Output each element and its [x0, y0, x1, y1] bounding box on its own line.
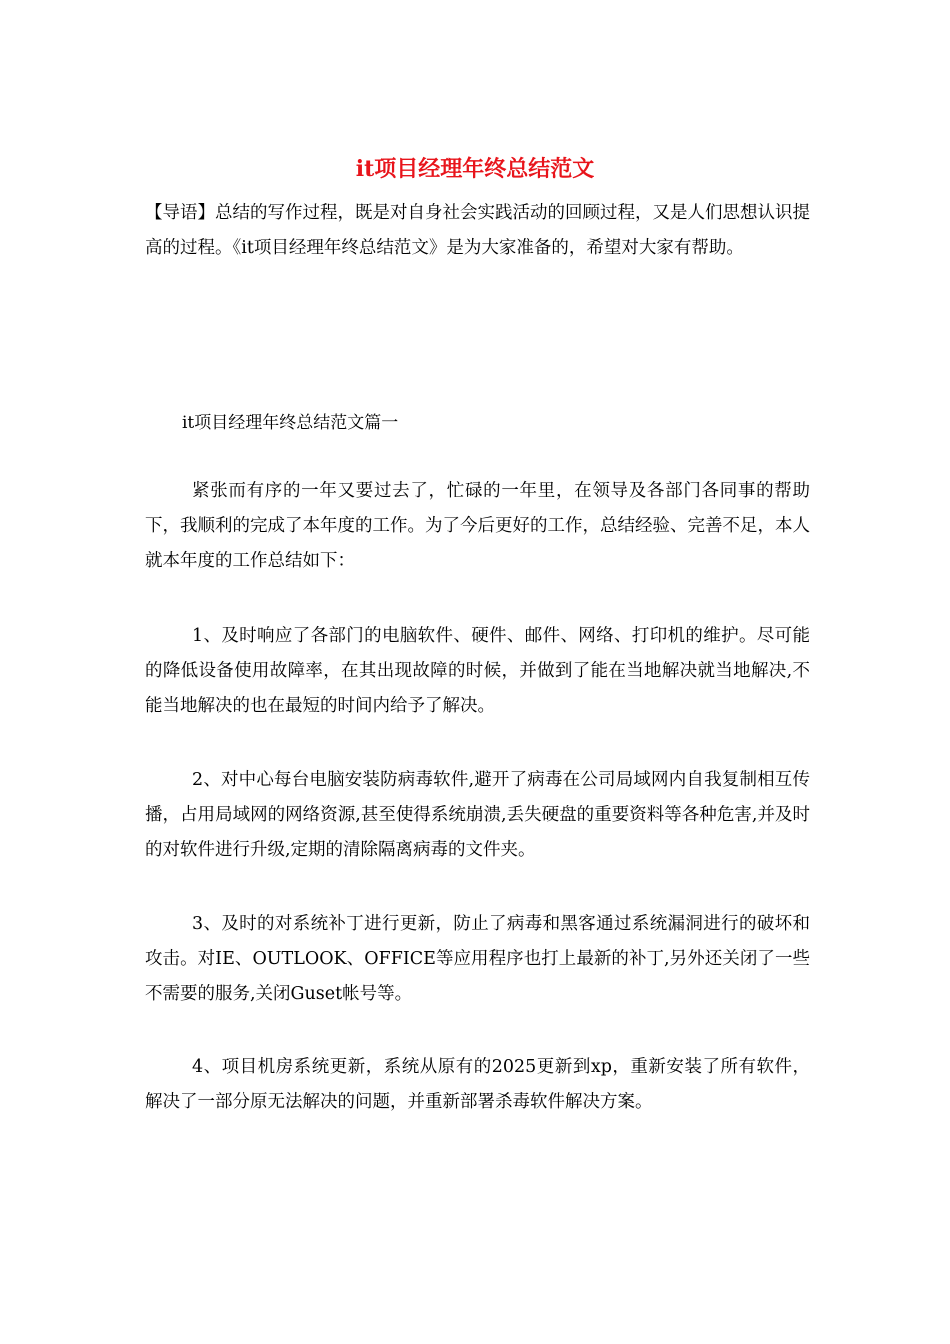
section-heading: it项目经理年终总结范文篇一: [182, 413, 399, 433]
intro-paragraph: 【导语】总结的写作过程，既是对自身社会实践活动的回顾过程，又是人们思想认识提高的过程。《it项目经理年终总结范文》是为大家准备的，希望对大家有帮助。: [145, 203, 810, 258]
body-paragraph-3: 2、对中心每台电脑安装防病毒软件,避开了病毒在公司局域网内自我复制相互传播，占用局域网的网络资源,甚至使得系统崩溃,丢失硬盘的重要资料等各种危害,并及时的对软件进行升级,定期的清除隔离病毒的文件夹。: [145, 770, 810, 860]
document-title: it项目经理年终总结范文: [355, 156, 595, 182]
body-paragraph-4: 3、及时的对系统补丁进行更新，防止了病毒和黑客通过系统漏洞进行的破坏和攻击。对IE、OUTLOOK、OFFICE等应用程序也打上最新的补丁,另外还关闭了一些不需要的服务,关闭Guset帐号等。: [145, 914, 810, 1004]
body-paragraph-1: 紧张而有序的一年又要过去了，忙碌的一年里，在领导及各部门各同事的帮助下，我顺利的完成了本年度的工作。为了今后更好的工作，总结经验、完善不足，本人就本年度的工作总结如下：: [145, 481, 810, 571]
body-paragraph-5: 4、项目机房系统更新，系统从原有的2025更新到xp，重新安装了所有软件，解决了一部分原无法解决的问题，并重新部署杀毒软件解决方案。: [145, 1057, 810, 1112]
body-paragraph-2: 1、及时响应了各部门的电脑软件、硬件、邮件、网络、打印机的维护。尽可能的降低设备使用故障率，在其出现故障的时候，并做到了能在当地解决就当地解决,不能当地解决的也在最短的时间内给予了解决。: [145, 626, 810, 716]
